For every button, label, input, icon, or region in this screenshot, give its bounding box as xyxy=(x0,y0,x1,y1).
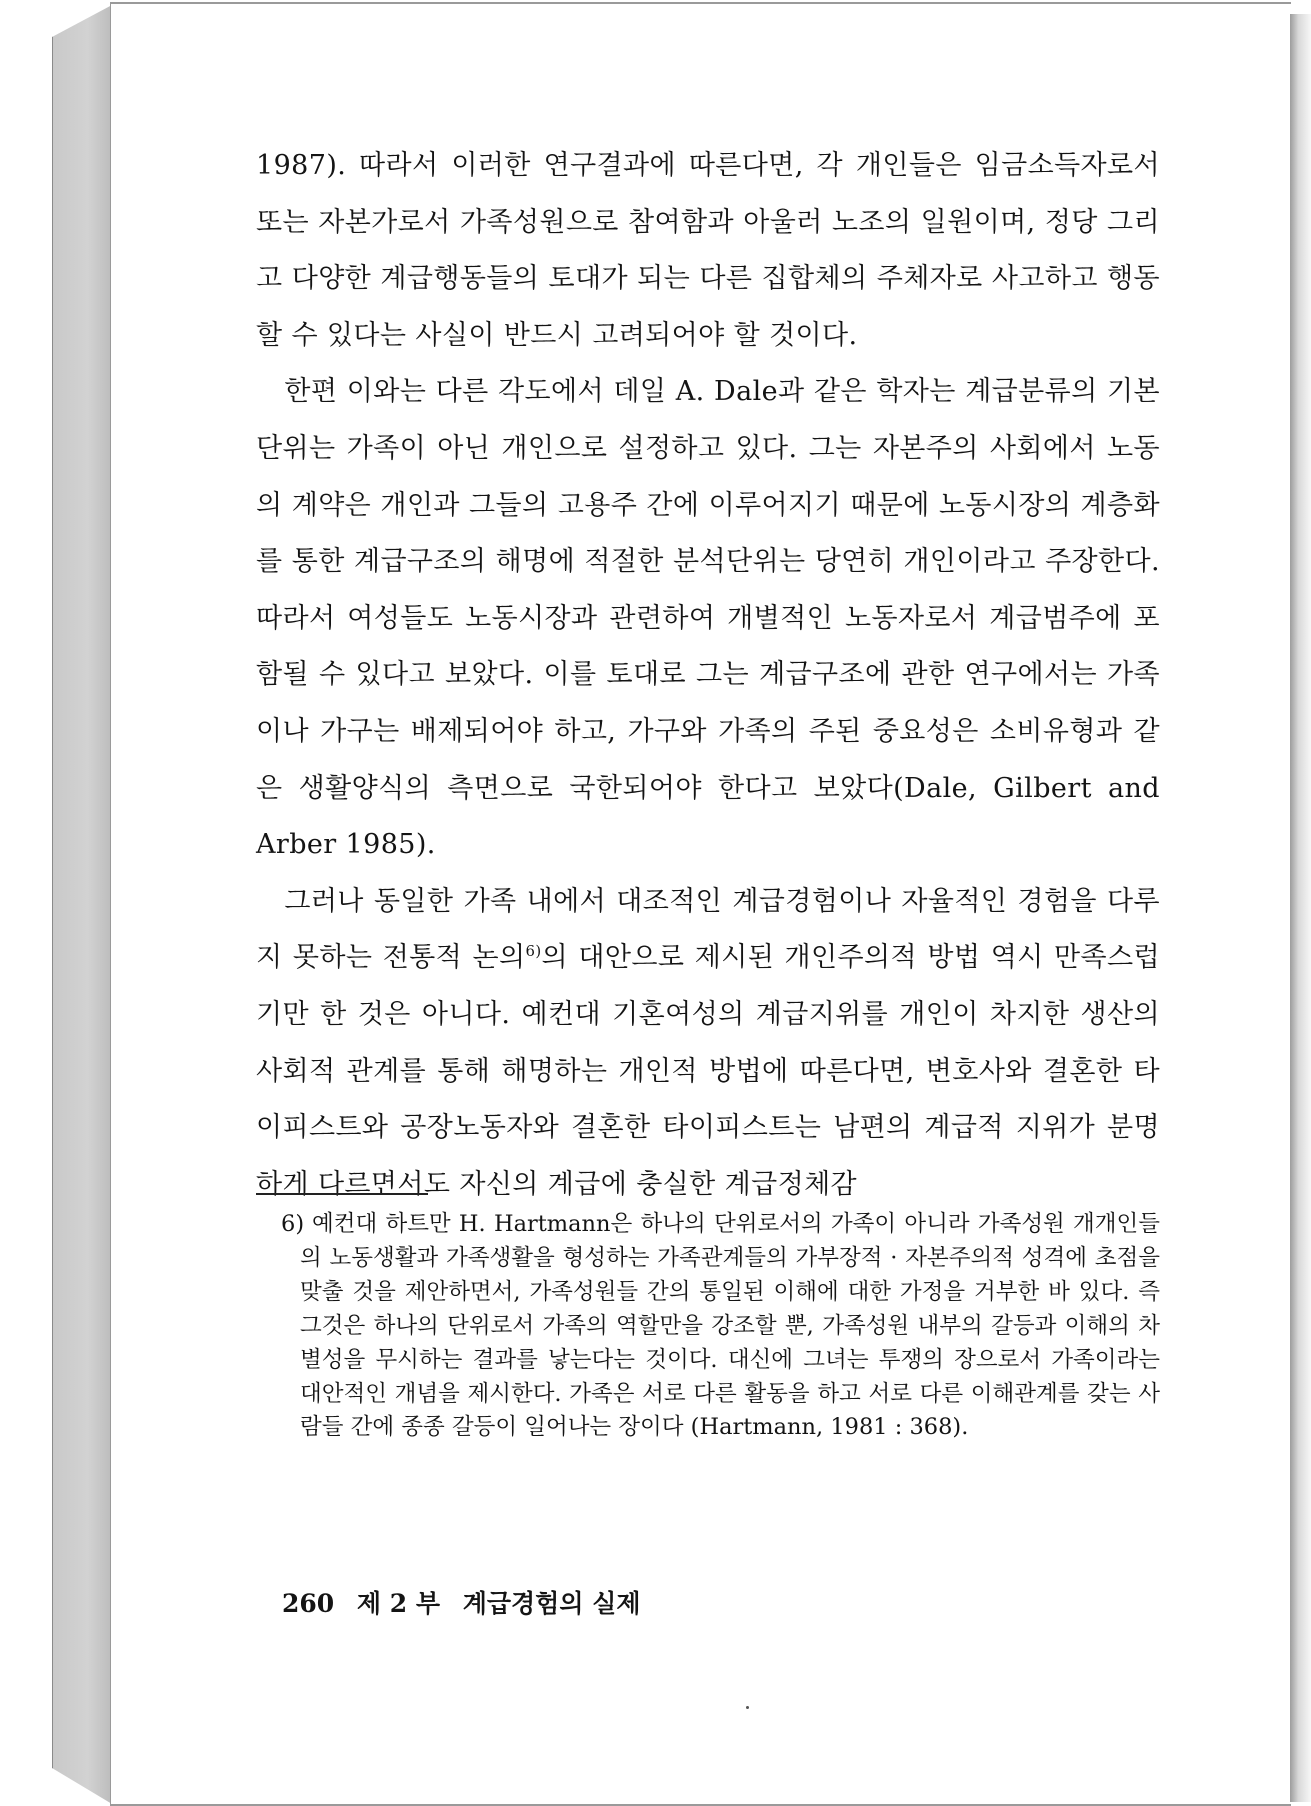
footnote-divider xyxy=(256,1193,428,1195)
paragraph-3-text-after-ref: 의 대안으로 제시된 개인주의적 방법 역시 만족스럽기만 한 것은 아니다. 예컨대 기혼여성의 계급지위를 개인이 차지한 생산의 사회적 관계를 통해 해명하는 개인적 방법에 따른다면, 변호사와 결혼한 타이피스트와 공장노동자와 결혼한 타이피스트는 남편의 계급적 지위가 분명하게 다르면서도 자신의 계급에 충실한 계급정체감 xyxy=(256,942,1160,1200)
page-edge-shadow xyxy=(1290,14,1311,1802)
footnote-text: 예컨대 하트만 H. Hartmann은 하나의 단위로서의 가족이 아니라 가족성원 개개인들의 노동생활과 가족생활을 형성하는 가족관계들의 가부장적 · 자본주의적 성격에 초점을 맞출 것을 제안하면서, 가족성원들 간의 통일된 이해에 대한 가정을 거부한 바 있다. 즉 그것은 하나의 단위로서 가족의 역할만을 강조할 뿐, 가족성원 내부의 갈등과 이해의 차별성을 무시하는 결과를 낳는다는 것이다. 대신에 그녀는 투쟁의 장으로서 가족이라는 대안적인 개념을 제시한다. 가족은 서로 다른 활동을 하고 서로 다른 이해관계를 갖는 사람들 간에 종종 갈등이 일어나는 장이다 (Hartmann, 1981 : 368). xyxy=(300,1211,1160,1441)
paragraph-3 xyxy=(256,874,1160,1214)
section-title: 계급경험의 실제 xyxy=(462,1589,641,1618)
part-label: 제 2 부 xyxy=(356,1589,441,1618)
paragraph-3-text-before-ref: 그러나 동일한 가족 내에서 대조적인 계급경험이나 자율적인 경험을 다루지 못하는 전통적 논의 xyxy=(256,885,1160,974)
page-number: 260 xyxy=(282,1589,335,1618)
paragraph-2: 한편 이와는 다른 각도에서 데일 A. Dale과 같은 학자는 계급분류의 기본 단위는 가족이 아닌 개인으로 설정하고 있다. 그는 자본주의 사회에서 노동의 계약은 개인과 그들의 고용주 간에 이루어지기 때문에 노동시장의 계층화를 통한 계급구조의 해명에 적절한 분석단위는 당연히 개인이라고 주장한다. 따라서 여성들도 노동시장과 관련하여 개별적인 노동자로서 계급범주에 포함될 수 있다고 보았다. 이를 토대로 그는 계급구조에 관한 연구에서는 가족이나 가구는 배제되어야 하고, 가구와 가족의 주된 중요성은 소비유형과 같은 생활양식의 측면으로 국한되어야 한다고 보았다(Dale, Gilbert and Arber 1985). xyxy=(256,376,1160,861)
footnote-reference: 6) xyxy=(525,942,542,961)
scan-speck xyxy=(746,1706,749,1709)
book-spine xyxy=(52,5,112,1804)
body-text xyxy=(256,138,1160,1213)
footnote xyxy=(281,1208,1160,1445)
footnote-number: 6) xyxy=(281,1211,305,1237)
page-footer xyxy=(282,1584,655,1620)
paragraph-1: 1987). 따라서 이러한 연구결과에 따른다면, 각 개인들은 임금소득자로서 또는 자본가로서 가족성원으로 참여함과 아울러 노조의 일원이며, 정당 그리고 다양한 계급행동들의 토대가 되는 다른 집합체의 주체자로 사고하고 행동할 수 있다는 사실이 반드시 고려되어야 할 것이다. xyxy=(256,150,1160,351)
